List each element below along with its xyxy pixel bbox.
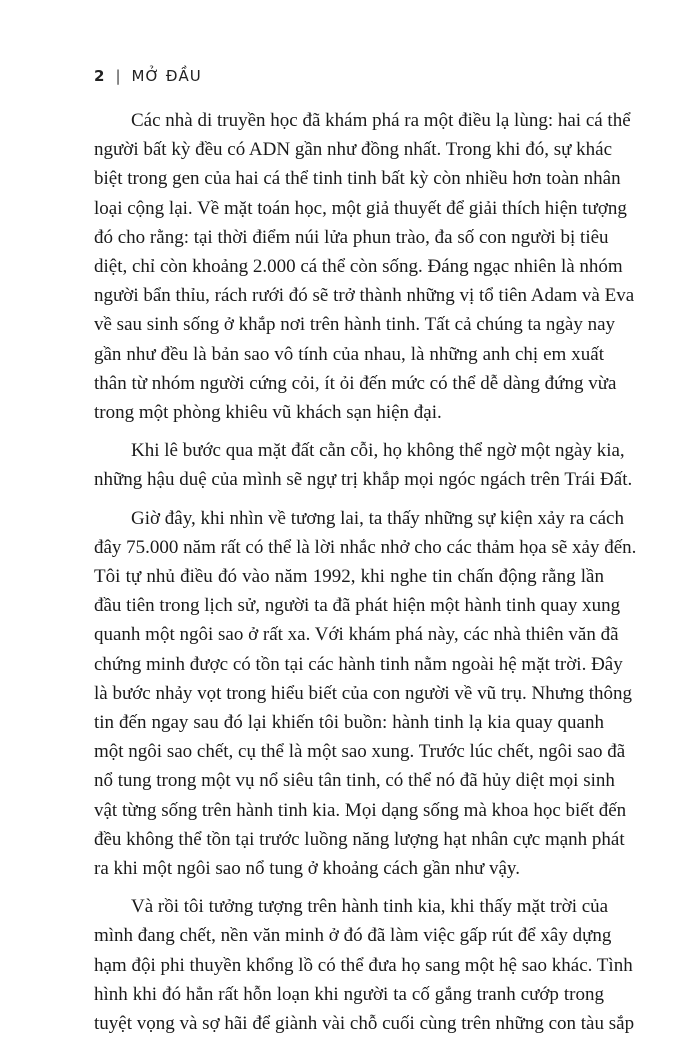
text-line: tin đến ngay sau đó lại khiến tôi buồn: hành tinh lạ kia quay quanh	[94, 712, 604, 734]
text-line: đầu tiên trong lịch sử, người ta đã phát hiện một hành tinh quay xung	[94, 595, 621, 617]
text-line: diệt, chỉ còn khoảng 2.000 cá thể còn sống. Đáng ngạc nhiên là nhóm	[94, 256, 623, 278]
paragraph	[94, 892, 635, 1038]
page-number: 2	[94, 67, 106, 85]
text-line: biệt trong gen của hai cá thể tinh tinh bất kỳ còn nhiều hơn toàn nhân	[94, 168, 621, 190]
text-line: Tôi tự nhủ điều đó vào năm 1992, khi nghe tin chấn động rằng lần	[94, 566, 604, 588]
text-line: Khi lê bước qua mặt đất cằn cỗi, họ không thể ngờ một ngày kia,	[131, 440, 625, 462]
text-line: Và rồi tôi tưởng tượng trên hành tinh kia, khi thấy mặt trời của	[131, 896, 609, 918]
text-line: Các nhà di truyền học đã khám phá ra một điều lạ lùng: hai cá thể	[131, 110, 631, 131]
text-line: đây 75.000 năm rất có thể là lời nhắc nhở cho các thảm họa sẽ xảy đến.	[94, 536, 637, 558]
section-title: MỞ ĐẦU	[131, 67, 202, 85]
text-line: đều không thể tồn tại trước luồng năng lượng hạt nhân cực mạnh phát	[94, 828, 625, 850]
text-line: gần như đều là bản sao vô tính của nhau, là những anh chị em xuất	[94, 343, 604, 365]
text-line: nổ tung trong một vụ nổ siêu tân tinh, có thể nó đã hủy diệt mọi sinh	[94, 770, 615, 792]
text-line: tuyệt vọng và sợ hãi để giành vài chỗ cuối cùng trên những con tàu sắp	[94, 1013, 635, 1035]
text-line: mình đang chết, nền văn minh ở đó đã làm việc gấp rút để xây dựng	[94, 925, 612, 947]
text-line: những hậu duệ của mình sẽ ngự trị khắp mọi ngóc ngách trên Trái Đất.	[94, 469, 633, 491]
text-line: Giờ đây, khi nhìn về tương lai, ta thấy những sự kiện xảy ra cách	[131, 507, 624, 529]
text-line: quanh một ngôi sao ở rất xa. Với khám phá này, các nhà thiên văn đã	[94, 624, 619, 646]
text-line: ra khi một ngôi sao nổ tung ở khoảng cách gần như vậy.	[94, 858, 520, 880]
text-line: loại cộng lại. Về mặt toán học, một giả thuyết để giải thích hiện tượng	[94, 197, 627, 219]
text-line: về sau sinh sống ở khắp nơi trên hành tinh. Tất cả chúng ta ngày nay	[94, 314, 616, 336]
text-line: vật từng sống trên hành tinh kia. Mọi dạng sống mà khoa học biết đến	[94, 799, 627, 821]
text-line: đó cho rằng: tại thời điểm núi lửa phun trào, đa số con người bị tiêu	[94, 226, 609, 248]
text-line: người bất kỳ đều có ADN gần như đồng nhất. Trong khi đó, sự khác	[94, 139, 613, 161]
paragraph	[94, 504, 637, 884]
text-line: hình khi đó hẳn rất hỗn loạn khi người ta cố gắng tranh cướp trong	[94, 983, 604, 1005]
text-line: thân từ nhóm người cứng cỏi, ít ỏi đến mức có thể dễ dàng đứng vừa	[94, 372, 617, 394]
text-line: một ngôi sao chết, cụ thể là một sao xung. Trước lúc chết, ngôi sao đã	[94, 741, 626, 763]
paragraph	[94, 106, 635, 427]
text-line: hạm đội phi thuyền khổng lồ có thể đưa họ sang một hệ sao khác. Tình	[94, 954, 633, 976]
paragraph	[94, 436, 633, 494]
body-text	[94, 106, 637, 1047]
text-line: là bước nhảy vọt trong hiểu biết của con người về vũ trụ. Nhưng thông	[94, 682, 633, 704]
text-line: chứng minh được có tồn tại các hành tinh nằm ngoài hệ mặt trời. Đây	[94, 653, 623, 675]
text-line: người bẩn thỉu, rách rưới đó sẽ trở thành những vị tổ tiên Adam và Eva	[94, 285, 635, 307]
text-line: trong một phòng khiêu vũ khách sạn hiện đại.	[94, 402, 442, 424]
running-header	[94, 67, 202, 85]
header-separator: |	[115, 67, 122, 85]
